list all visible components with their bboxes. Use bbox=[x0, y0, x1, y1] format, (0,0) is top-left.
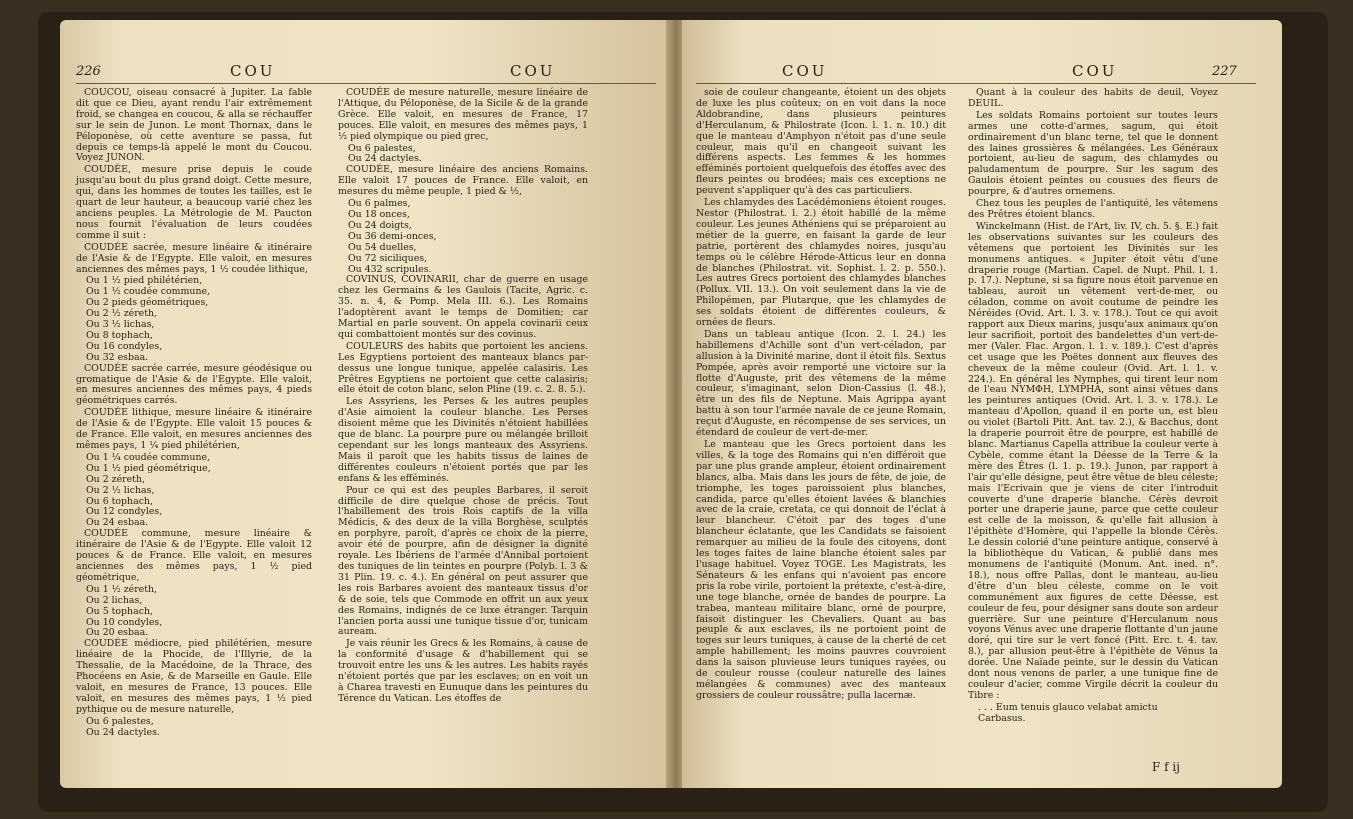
left-col1-paragraph: Ou 5 tophach, bbox=[86, 605, 153, 617]
left-col1-paragraph: Ou 24 esbaa. bbox=[86, 517, 149, 529]
right-col2-paragraph: Chez tous les peuples de l'antiquité, les vêtemens des Prêtres étoient blancs. bbox=[968, 198, 1218, 220]
left-col1-paragraph: Ou 20 esbaa. bbox=[86, 627, 149, 639]
right-col1-paragraph: soie de couleur changeante, étoient un des objets de luxe les plus coûteux; on en voit dans la noce Aldobrandine, dans plusieurs peintures d'Herculanum, & Philostrate (Icon. l. 1. n. 10.) dit que le manteau d'Amphyon n'étoit pas d'une seule couleur, mais qu'il en changeoit suivant les différens aspects. Les femmes & les hommes efféminés portoient quelquefois des étoffes avec des fleurs peintes ou brodées; mais ces exceptions ne peuvent s'appliquer qu'à des cas particuliers. bbox=[696, 87, 946, 197]
left-column-2 bbox=[338, 88, 588, 706]
left-col1-paragraph: Ou 2 pieds géométriques, bbox=[86, 297, 209, 309]
right-header-left: COU bbox=[782, 62, 828, 80]
left-col2-paragraph: Ou 18 onces, bbox=[348, 208, 410, 220]
right-col2-paragraph: Carbasus. bbox=[978, 712, 1026, 724]
left-header-rule bbox=[76, 83, 656, 84]
right-col1-paragraph: Les chlamydes des Lacédémoniens étoient rouges. Nestor (Philostrat. l. 2.) étoit habillé de la même couleur. Les jeunes Athéniens qui se préparoient au métier de la guerre, en faisant la garde de leur patrie, portèrent des chlamydes noires, jusqu'au temps où le célèbre Hérode-Atticus leur en donna de blanches (Philostrat. vit. Sophist. l. 2. p. 550.). Les autres Grecs portoient des chlamydes blanches (Pollux. VII. 13.). On voit seulement dans la vie de Philopémen, par Plutarque, que les chlamydes de ses soldats étoient de différentes couleurs, & ornées de fleurs. bbox=[696, 197, 946, 329]
left-column-1 bbox=[76, 88, 312, 738]
left-col2-paragraph: COUDÉE de mesure naturelle, mesure linéaire de l'Attique, du Péloponèse, de la Sicile & de la grande Grèce. Elle valoit, en mesures de France, 17 pouces. Elle valoit, en mesures des mêmes pays, 1 ½ pied olympique ou pied grec, bbox=[338, 87, 588, 142]
page-number-right: 227 bbox=[1212, 64, 1237, 79]
right-col2-paragraph: . . . Eum tenuis glauco velabat amictu bbox=[978, 701, 1158, 713]
left-col1-paragraph: COUDÉE lithique, mesure linéaire & itinéraire de l'Asie & de l'Egypte. Elle valoit 15 pouces & de France. Elle valoit, en mesures anciennes des mêmes pays, 1 ¼ pied philétérien, bbox=[76, 407, 312, 451]
right-col2-paragraph: Les soldats Romains portoient sur toutes leurs armes une cotte-d'armes, sagum, qui étoit ordinairement d'un blanc terne, tel que le donnent des laines grossières & mélangées. Les Généraux portoient, au-lieu de sagum, des chlamydes ou paludamentum de pourpre. Sur les sagum des Gaulois étoient peintes ou cousues des fleurs de pourpre, & d'autres ornemens. bbox=[968, 109, 1218, 198]
right-col2-paragraph: Quant à la couleur des habits de deuil, Voyez DEUIL. bbox=[968, 87, 1218, 109]
right-column-1 bbox=[696, 88, 946, 703]
right-column-2 bbox=[968, 88, 1218, 725]
left-col2-paragraph: Ou 24 dactyles. bbox=[348, 153, 422, 165]
left-col2-paragraph: Ou 54 duelles, bbox=[348, 241, 417, 253]
left-col2-paragraph: COVINUS, COVINARII, char de guerre en usage chez les Germains & les Gaulois (Tacite, Agric. c. 35. n. 4, & Pomp. Mela III. 6.). Les Romains l'adoptèrent avant le temps de Domitien; car Martial en parle souvent. On appela covinarii ceux qui combattoient montés sur des covinus. bbox=[338, 274, 588, 340]
left-header-left: COU bbox=[230, 62, 276, 80]
left-col1-paragraph: Ou 10 condyles, bbox=[86, 616, 163, 628]
left-page bbox=[60, 20, 670, 788]
left-col1-paragraph: Ou 2 lichas, bbox=[86, 594, 143, 606]
left-col1-paragraph: COUDÉE médiocre, pied philétérien, mesure linéaire de la Phocide, de l'Illyrie, de la Thessalie, de la Macédoine, de la Thrace, des Phocéens en Asie, & de Marseille en Gaule. Elle valoit, en mesures de France, 13 pouces. Elle valoit, en mesures des mêmes pays, 1 ½ pied pythique ou de mesure naturelle, bbox=[76, 638, 312, 715]
right-header-right: COU bbox=[1072, 62, 1118, 80]
right-page bbox=[682, 20, 1282, 788]
left-col2-paragraph: Ou 24 doigts, bbox=[348, 219, 412, 231]
left-col2-paragraph: Pour ce qui est des peuples Barbares, il seroit difficile de dire quelque chose de précis. Tout l'habillement des trois Rois captifs de la villa Médicis, & des deux de la villa Borghèse, sculptés en porphyre, paroît, d'après ce choix de la pierre, avoir été de pourpre, afin de désigner la dignité royale. Les Ibériens de l'armée d'Annibal portoient des tuniques de lin teintes en pourpre (Polyb. l. 3 & 31 Plin. 19. c. 4.). En général on peut assurer que les rois Barbares avoient des manteaux tissus d'or & de soie, tels que Commode en offrit un aux yeux des Romains, indignés de ce luxe étranger. Tarquin l'ancien porta aussi une tunique tissue d'or, tunicam auream. bbox=[338, 484, 588, 638]
left-col1-paragraph: Ou 8 tophach, bbox=[86, 329, 153, 341]
right-header-rule bbox=[696, 83, 1256, 84]
left-col1-paragraph: Ou 2 ½ lichas, bbox=[86, 484, 155, 496]
left-col2-paragraph: Les Assyriens, les Perses & les autres peuples d'Asie aimoient la couleur blanche. Les Perses disoient même que les Divinités n'étoient habillées que de blanc. La pourpre pure ou mélangée brilloit cependant sur les longs manteaux des Assyriens. Mais il paroît que les habits tissus de laines de différentes couleurs n'étoient portés que par les enfans & les efféminés. bbox=[338, 396, 588, 484]
left-col1-paragraph: Ou 24 dactyles. bbox=[86, 726, 160, 738]
left-col2-paragraph: Ou 6 palmes, bbox=[348, 198, 411, 210]
left-col2-paragraph: COUDÉE, mesure linéaire des anciens Romains. Elle valoit 17 pouces de France. Elle valoit, en mesures du même peuple, 1 pied & ½, bbox=[338, 164, 588, 198]
left-col1-paragraph: Ou 2 zéreth, bbox=[86, 473, 145, 485]
left-col1-paragraph: Ou 3 ½ lichas, bbox=[86, 319, 155, 331]
left-col1-paragraph: Ou 1 ¼ coudée commune, bbox=[86, 451, 211, 463]
left-col1-paragraph: Ou 32 esbaa. bbox=[86, 351, 149, 363]
right-col2-paragraph: Winckelmann (Hist. de l'Art, liv. IV, ch. 5. §. E.) fait les observations suivantes sur les couleurs des vêtemens que portoient les Divinités sur les monumens antiques. « Jupiter étoit vêtu d'une draperie rouge (Martian. Capel. de Nupt. Phil. l. 1. p. 17.). Neptune, si sa figure nous étoit parvenue en tableau, auroit un vêtement vert-de-mer, ou céladon, comme on avoit coutume de peindre les Néréides (Ovid. Art. l. 3. v. 178.). Tout ce qui avoit rapport aux Dieux marins, jusqu'aux animaux qu'on leur sacrifioit, portoit des bandelettes d'un vert-de-mer (Valer. Flac. Argon. l. 1. v. 189.). C'est d'après cet usage que les Poëtes donnent aux fleuves des cheveux de la même couleur (Ovid. Art. l. 1. v. 224.). En général les Nymphes, qui tirent leur nom de l'eau ΝΥΜΦΗ, LYMPHA, sont ainsi vêtues dans les peintures antiques (Ovid. Art. l. 3. v. 178.). Le manteau d'Apollon, quand il en porte un, est bleu ou violet (Bartoli Pitt. Ant. tav. 2.), & Bacchus, dont la draperie pourroit être de pourpre, est habillé de blanc. Martianus Capella attribue la couleur verte à Cybèle, comme étant la Déesse de la Terre & la mère des Êtres (l. 1. p. 19.). Junon, par rapport à l'air qu'elle désigne, peut être vêtue de bleu céleste; mais l'Ecrivain que je viens de citer l'introduit couverte d'une draperie blanche. Cérès devroit porter une draperie jaune, parce que cette couleur est celle de la moisson, & qu'elle fait allusion à l'épithète d'Homère, qui l'appelle la blonde Cérès. Le dessin colorié d'une peinture antique, conservé à la bibliothèque du Vatican, & publié dans mes monumens de l'antiquité (Monum. Ant. ined. n°. 18.), nous offre Pallas, dont le manteau, au-lieu d'être d'un bleu céleste, comme on le voit communément aux figures de cette Déesse, est couleur de feu, pour désigner sans doute son ardeur guerrière. Sur une peinture d'Herculanum nous voyons Vénus avec une draperie flottante d'un jaune doré, qui tire sur le vert foncé (Pitt. Erc. t. 4. tav. 8.), par allusion peut-être à l'épithète de Vénus la dorée. Une Naïade peinte, sur le dessin du Vatican dont nous venons de parler, a une tunique fine de couleur d'acier, comme Virgile décrit la couleur du Tibre : bbox=[968, 220, 1218, 701]
left-col2-paragraph: Ou 36 demi-onces, bbox=[348, 230, 437, 242]
left-col1-paragraph: Ou 12 condyles, bbox=[86, 506, 163, 518]
left-col1-paragraph: COUDÉE, mesure prise depuis le coude jusqu'au bout du plus grand doigt. Cette mesure, qui, dans les hommes de toutes les tailles, est le quart de leur hauteur, a beaucoup varié chez les anciens peuples. La Métrologie de M. Paucton nous fournit l'évaluation de leurs coudées comme il suit : bbox=[76, 164, 312, 241]
left-col2-paragraph: Ou 6 palestes, bbox=[348, 142, 416, 154]
left-col1-paragraph: Ou 1 ½ pied géométrique, bbox=[86, 462, 211, 474]
page-number-left: 226 bbox=[76, 64, 101, 79]
left-col1-paragraph: Ou 16 condyles, bbox=[86, 340, 163, 352]
left-col2-paragraph: Ou 72 siciliques, bbox=[348, 252, 428, 264]
left-col1-paragraph: Ou 6 palestes, bbox=[86, 715, 154, 727]
left-col1-paragraph: Ou 1 ½ zéreth, bbox=[86, 583, 158, 595]
left-col2-paragraph: Je vais réunir les Grecs & les Romains, à cause de la conformité d'usage & d'habillement qui se trouvoit entre les uns & les autres. Les habits rayés n'étoient portés que par les esclaves; on en voit un à Charea travesti en Eunuque dans les peintures du Térence du Vatican. Les étoffes de bbox=[338, 638, 588, 704]
left-header-right: COU bbox=[510, 62, 556, 80]
page-signature: F f ij bbox=[1152, 760, 1180, 774]
left-col1-paragraph: COUDÉE commune, mesure linéaire & itinéraire de l'Asie & de l'Egypte. Elle valoit 12 pouces & de France. Elle valoit, en mesures anciennes des mêmes pays, 1 ½ pied géométrique, bbox=[76, 528, 312, 583]
left-col1-paragraph: COUDÉE sacrée carrée, mesure géodésique ou gromatique de l'Asie & de l'Egypte. Elle valoit, en mesures anciennes des mêmes pays, 4 pieds géométriques carrés. bbox=[76, 362, 312, 407]
left-col1-paragraph: Ou 2 ½ zéreth, bbox=[86, 308, 158, 320]
right-col1-paragraph: Le manteau que les Grecs portoient dans les villes, & la toge des Romains qui n'en différoit que par une plus grande ampleur, étoient ordinairement blancs, alba. Mais dans les jours de fête, de joie, de triomphe, les toges paroissoient plus blanches, candida, parce qu'elles étoient lavées & blanchies avec de la craie, cretata, ce qui donnoit de l'éclat à leur blancheur. C'étoit par des toges d'une blancheur éclatante, que les Candidats se faisoient remarquer au milieu de la foule des citoyens, dont les toges faites de laine blanche étoient sales par l'usage habituel. Voyez TOGE. Les Magistrats, les Sénateurs & les enfans qui n'avoient pas encore pris la robe virile, portoient la prétexte, c'est-à-dire, une toge blanche, ornée de bandes de pourpre. La trabea, manteau militaire blanc, orné de pourpre, faisoit distinguer les Chevaliers. Quant au bas peuple & aux esclaves, ils ne portoient point de toges sur leurs tuniques, à cause de la cherté de cet ample habillement; les moins pauvres couvroient dans la saison pluvieuse leurs tuniques rayées, ou de couleur rousse (couleur naturelle des laines mélangées & communes) avec des manteaux grossiers de couleur roussâtre; pulla lacernæ. bbox=[696, 439, 946, 701]
left-col1-paragraph: COUCOU, oiseau consacré à Jupiter. La fable dit que ce Dieu, ayant rendu l'air extrêmement froid, se changea en coucou, & alla se réchauffer sur le sein de Junon. Le mont Thornax, dans le Péloponèse, où cette aventure se passa, fut depuis ce temps-là appelé le mont du Coucou. Voyez JUNON. bbox=[76, 87, 312, 164]
left-col1-paragraph: COUDÉE sacrée, mesure linéaire & itinéraire de l'Asie & de l'Egypte. Elle valoit, en mesures anciennes des mêmes pays, 1 ½ coudée lithique, bbox=[76, 241, 312, 275]
left-col1-paragraph: Ou 1 ½ pied philétérien, bbox=[86, 275, 203, 287]
left-col1-paragraph: Ou 6 tophach, bbox=[86, 495, 153, 507]
left-col1-paragraph: Ou 1 ½ coudée commune, bbox=[86, 286, 211, 298]
left-col2-paragraph: COULEURS des habits que portoient les anciens. Les Egyptiens portoient des manteaux blancs par-dessus une longue tunique, appelée calasiris. Les Prêtres Egyptiens ne portoient que cette calasiris; elle étoit de coton blanc, selon Pline (19. c. 2. 8. 5.). bbox=[338, 340, 588, 396]
right-col1-paragraph: Dans un tableau antique (Icon. 2. l. 24.) les habillemens d'Achille sont d'un vert-céladon, par allusion à la Divinité marine, dont il étoit fils. Sextus Pompée, après avoir remporté une victoire sur la flotte d'Auguste, prit des vêtemens de la même couleur, s'imaginant, selon Dion-Cassius (l. 48.), être un des fils de Neptune. Mais Agrippa ayant battu à son tour l'armée navale de ce jeune Romain, reçut d'Auguste, en récompense de ses services, un étendard de couleur de vert-de-mer. bbox=[696, 328, 946, 439]
left-col2-paragraph: Ou 432 scripules. bbox=[348, 263, 432, 275]
